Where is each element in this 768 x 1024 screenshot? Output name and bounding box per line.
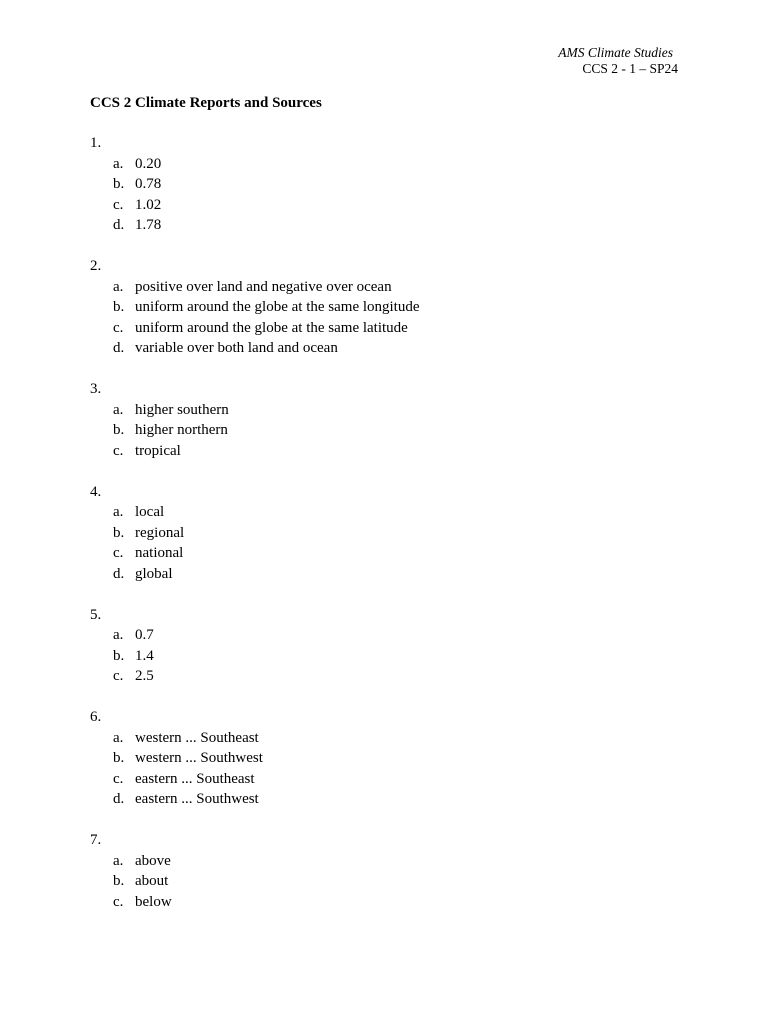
course-name: AMS Climate Studies (558, 45, 673, 60)
option-letter: b. (113, 176, 125, 192)
answer-option (90, 420, 690, 441)
option-text: 2.5 (135, 668, 154, 684)
answer-option (90, 502, 690, 523)
option-text: global (135, 565, 173, 582)
answer-option (90, 318, 690, 339)
option-letter: b. (113, 750, 125, 766)
option-text: 1.02 (135, 196, 162, 213)
answer-option (90, 789, 690, 810)
question-number: 3. (90, 381, 102, 397)
option-letter: b. (113, 873, 125, 889)
option-text: higher southern (135, 401, 229, 418)
page-header (558, 45, 678, 77)
answer-option (90, 646, 690, 667)
answer-option (90, 666, 690, 687)
option-text: tropical (135, 442, 181, 459)
option-text: variable over both land and ocean (135, 340, 338, 356)
option-text: higher northern (135, 422, 228, 438)
option-text: local (135, 504, 165, 520)
question-number: 7. (90, 832, 102, 848)
option-letter: c. (113, 196, 124, 213)
option-letter: a. (113, 729, 124, 746)
option-text: national (135, 545, 184, 561)
question-6 (90, 707, 690, 810)
question-list (90, 133, 690, 933)
answer-option (90, 871, 690, 892)
answer-option (90, 195, 690, 216)
answer-option (90, 564, 690, 585)
question-5 (90, 605, 690, 687)
option-letter: b. (113, 422, 125, 438)
option-text: 0.78 (135, 176, 162, 192)
answer-option (90, 338, 690, 359)
option-text: western ... Southeast (135, 729, 259, 746)
answer-option (90, 769, 690, 790)
option-text: about (135, 873, 169, 889)
option-text: 0.7 (135, 627, 154, 643)
option-text: 0.20 (135, 155, 162, 172)
question-1 (90, 133, 690, 236)
option-text: above (135, 852, 171, 869)
answer-option (90, 543, 690, 564)
option-letter: a. (113, 504, 124, 520)
question-4 (90, 482, 690, 585)
option-letter: d. (113, 791, 125, 807)
document-title: CCS 2 Climate Reports and Sources (90, 95, 322, 111)
option-letter: b. (113, 647, 125, 664)
option-letter: a. (113, 155, 124, 172)
option-text: regional (135, 524, 185, 541)
question-number: 5. (90, 606, 102, 623)
answer-option (90, 851, 690, 872)
answer-option (90, 174, 690, 195)
option-letter: a. (113, 278, 124, 295)
option-text: 1.4 (135, 647, 154, 664)
option-letter: b. (113, 299, 125, 315)
option-letter: c. (113, 770, 124, 787)
option-letter: b. (113, 524, 125, 541)
option-text: uniform around the globe at the same longitude (135, 299, 420, 315)
answer-option (90, 277, 690, 298)
answer-option (90, 892, 690, 913)
question-3 (90, 379, 690, 461)
question-number: 2. (90, 258, 102, 274)
option-text: eastern ... Southwest (135, 791, 259, 807)
option-text: positive over land and negative over ocean (135, 278, 392, 295)
option-letter: d. (113, 217, 125, 233)
answer-option (90, 748, 690, 769)
option-text: eastern ... Southeast (135, 770, 255, 787)
option-text: uniform around the globe at the same latitude (135, 319, 408, 336)
option-letter: c. (113, 668, 124, 684)
question-number: 1. (90, 135, 102, 151)
option-letter: a. (113, 627, 124, 643)
answer-option (90, 728, 690, 749)
course-code: CCS 2 - 1 – SP24 (582, 61, 678, 76)
answer-option (90, 625, 690, 646)
answer-option (90, 400, 690, 421)
answer-option (90, 215, 690, 236)
option-letter: d. (113, 565, 125, 582)
option-letter: c. (113, 442, 124, 459)
option-text: below (135, 893, 172, 910)
answer-option (90, 523, 690, 544)
option-letter: d. (113, 340, 125, 356)
question-2 (90, 256, 690, 359)
question-number: 6. (90, 709, 102, 725)
question-7 (90, 830, 690, 912)
question-number: 4. (90, 483, 102, 500)
answer-option (90, 441, 690, 462)
option-letter: c. (113, 893, 124, 910)
option-letter: a. (113, 852, 124, 869)
option-text: western ... Southwest (135, 750, 263, 766)
option-letter: a. (113, 401, 124, 418)
option-letter: c. (113, 319, 124, 336)
answer-option (90, 297, 690, 318)
answer-option (90, 154, 690, 175)
option-letter: c. (113, 545, 124, 561)
option-text: 1.78 (135, 217, 162, 233)
